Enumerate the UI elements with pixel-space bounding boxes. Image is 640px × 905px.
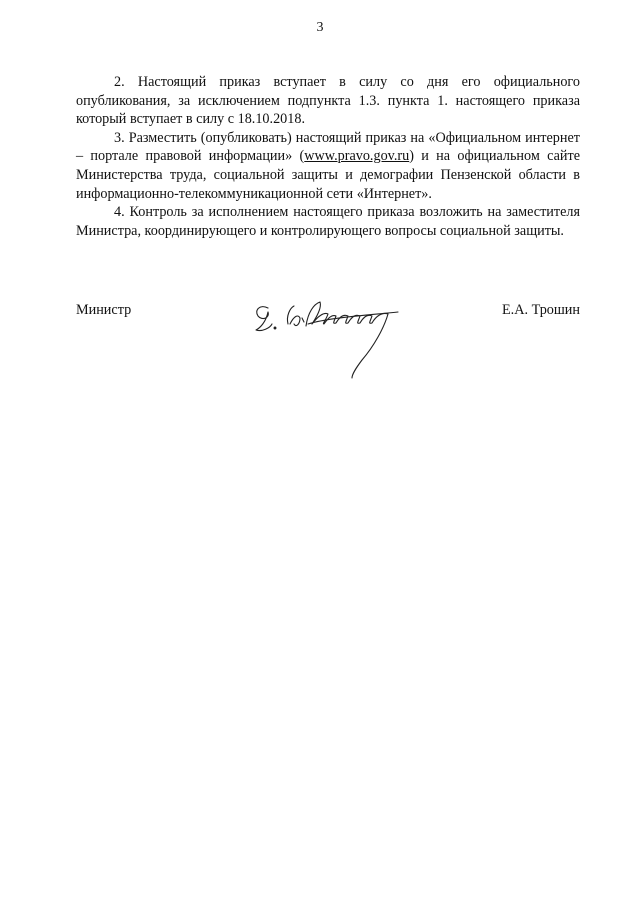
pravo-gov-link[interactable]: www.pravo.gov.ru [304,148,410,165]
page-number: 3 [316,20,324,35]
paragraph-4: 4. Контроль за исполнением настоящего приказа возложить на заместителя Министра, координирующего и контролирующего вопросы социальной защиты. [76,204,580,239]
paragraph-3-text-before: 3. Разместить (опубликовать) настоящий приказ на «Официальном интернет – портале правовой информации» ( [76,129,580,165]
handwritten-signature [248,294,413,386]
document-body [76,73,580,240]
paragraph-3-text-after: ) и на официальном сайте Министерства труда, социальной защиты и демографии Пензенской области в информационно-телекоммуникационной сети «Интернет». [76,148,581,202]
paragraph-2: 2. Настоящий приказ вступает в силу со дня его официального опубликования, за исключением подпункта 1.3. пункта 1. настоящего приказа который вступает в силу с 18.10.2018. [76,74,580,128]
signature-block [76,302,580,392]
paragraph-3 [76,129,580,203]
signatory-title: Министр [76,302,132,318]
signatory-name: Е.А. Трошин [502,302,580,318]
